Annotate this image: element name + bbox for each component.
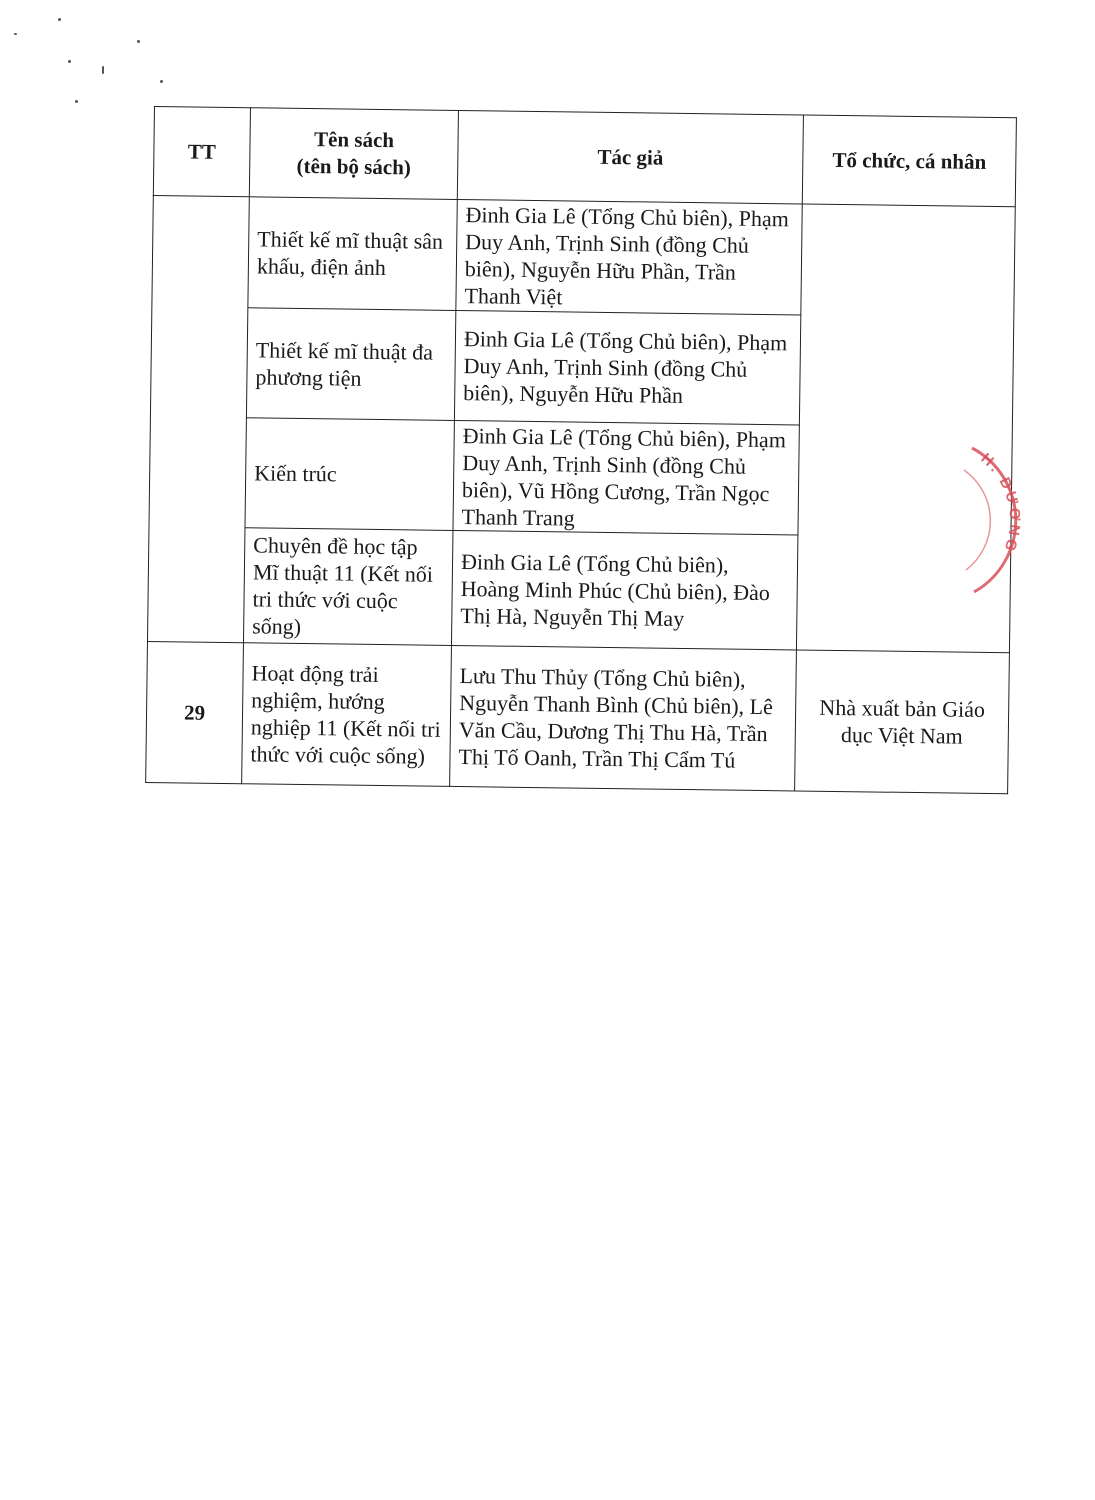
org-cell: Nhà xuất bản Giáo dục Việt Nam — [795, 650, 1010, 794]
official-stamp — [960, 440, 1050, 600]
book-name-cell: Hoạt động trải nghiệm, hướng nghiệp 11 (Kết nối tri thức với cuộc sống) — [242, 643, 452, 787]
authors-cell: Đinh Gia Lê (Tổng Chủ biên), Hoàng Minh Phúc (Chủ biên), Đào Thị Hà, Nguyễn Thị May — [451, 530, 797, 650]
scan-speck — [160, 80, 163, 83]
row-tt-cell: 29 — [146, 641, 244, 783]
book-list-table-container — [145, 106, 1016, 794]
scan-speck — [58, 18, 61, 21]
header-book-name-line2: (tên bộ sách) — [296, 153, 412, 180]
scan-speck — [75, 100, 78, 103]
scan-speck — [14, 33, 17, 35]
book-name-cell: Thiết kế mĩ thuật đa phương tiện — [246, 308, 455, 421]
stamp-text: H. DƯƠNG — [977, 450, 1024, 556]
authors-cell: Đinh Gia Lê (Tổng Chủ biên), Phạm Duy Anh, Trịnh Sinh (đồng Chủ biên), Vũ Hồng Cương, Trần Ngọc Thanh Trang — [453, 420, 799, 535]
header-book-name-line1: Tên sách — [313, 127, 395, 153]
stamp-inner-arc — [964, 470, 990, 570]
row-tt-cell — [147, 195, 249, 642]
table-header-row — [153, 107, 1016, 207]
header-book-name — [249, 108, 458, 200]
scan-speck — [137, 40, 140, 43]
header-tt: TT — [153, 107, 250, 197]
scan-speck — [102, 66, 104, 74]
book-name-cell: Kiến trúc — [245, 418, 454, 531]
authors-cell: Đinh Gia Lê (Tổng Chủ biên), Phạm Duy Anh, Trịnh Sinh (đồng Chủ biên), Nguyễn Hữu Phần — [454, 310, 800, 425]
authors-cell: Đinh Gia Lê (Tổng Chủ biên), Phạm Duy Anh, Trịnh Sinh (đồng Chủ biên), Nguyễn Hữu Phần, Trần Thanh Việt — [456, 199, 802, 315]
scan-speck — [68, 60, 71, 63]
authors-cell: Lưu Thu Thủy (Tổng Chủ biên), Nguyễn Thanh Bình (Chủ biên), Lê Văn Cầu, Dương Thị Thu Hà, Trần Thị Tố Oanh, Trần Thị Cẩm Tú — [450, 645, 797, 791]
header-org: Tổ chức, cá nhân — [802, 115, 1016, 207]
header-authors: Tác giả — [457, 110, 803, 204]
book-list-table — [145, 106, 1017, 794]
table-row — [152, 195, 1015, 317]
book-name-cell: Chuyên đề học tập Mĩ thuật 11 (Kết nối tri thức với cuộc sống) — [243, 528, 452, 646]
book-name-cell: Thiết kế mĩ thuật sân khấu, điện ảnh — [248, 197, 457, 311]
table-row — [146, 641, 1010, 793]
